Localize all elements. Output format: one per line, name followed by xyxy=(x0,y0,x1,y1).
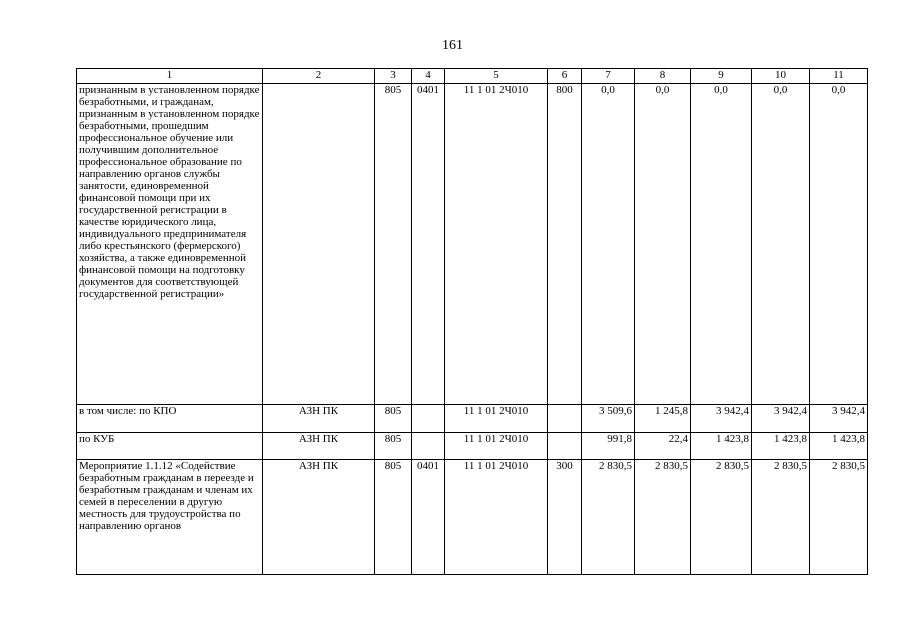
measure-name: признанным в установленном порядке безработными, и гражданам, признанным в установленном порядке безработными, прошедшим профессиональное обучение или получившим дополнительное профессиональное образование по направлению органов службы занятости, единовременной финансовой помощи при их государственной регистрации в качестве юридического лица, индивидуального предпринимателя либо крестьянского (фермерского) хозяйства, а также единовременной финансовой помощи на подготовку документов для соответствующей государственной регистрации» xyxy=(77,84,263,405)
amount-cell: 3 942,4 xyxy=(810,405,868,433)
amount-cell: 1 423,8 xyxy=(810,433,868,460)
section-cell xyxy=(412,405,445,433)
page-number: 161 xyxy=(442,38,463,53)
executor-cell: АЗН ПК xyxy=(263,433,375,460)
column-header: 1 xyxy=(77,69,263,84)
column-header: 11 xyxy=(810,69,868,84)
table-row xyxy=(77,84,868,405)
grbs-cell: 805 xyxy=(375,460,412,575)
column-header: 8 xyxy=(635,69,691,84)
amount-cell: 3 942,4 xyxy=(752,405,810,433)
amount-cell: 0,0 xyxy=(752,84,810,405)
budget-table xyxy=(76,68,868,575)
grbs-cell: 805 xyxy=(375,405,412,433)
measure-name: в том числе: по КПО xyxy=(77,405,263,433)
measure-name: по КУБ xyxy=(77,433,263,460)
amount-cell: 22,4 xyxy=(635,433,691,460)
target-article-cell: 11 1 01 2Ч010 xyxy=(445,433,548,460)
amount-cell: 2 830,5 xyxy=(810,460,868,575)
section-cell: 0401 xyxy=(412,84,445,405)
column-header: 3 xyxy=(375,69,412,84)
column-header: 9 xyxy=(691,69,752,84)
amount-cell: 0,0 xyxy=(582,84,635,405)
expense-type-cell: 800 xyxy=(548,84,582,405)
target-article-cell: 11 1 01 2Ч010 xyxy=(445,405,548,433)
column-header: 5 xyxy=(445,69,548,84)
executor-cell: АЗН ПК xyxy=(263,405,375,433)
column-header: 7 xyxy=(582,69,635,84)
amount-cell: 2 830,5 xyxy=(752,460,810,575)
amount-cell: 1 245,8 xyxy=(635,405,691,433)
target-article-cell: 11 1 01 2Ч010 xyxy=(445,460,548,575)
column-header: 6 xyxy=(548,69,582,84)
column-header: 4 xyxy=(412,69,445,84)
measure-name: Мероприятие 1.1.12 «Содействие безработным гражданам в переезде и безработным гражданам и членам их семей в переселении в другую местность для трудоустройства по направлению органов xyxy=(77,460,263,575)
section-cell xyxy=(412,433,445,460)
amount-cell: 0,0 xyxy=(635,84,691,405)
executor-cell xyxy=(263,84,375,405)
grbs-cell: 805 xyxy=(375,84,412,405)
amount-cell: 2 830,5 xyxy=(635,460,691,575)
expense-type-cell xyxy=(548,405,582,433)
amount-cell: 3 509,6 xyxy=(582,405,635,433)
table-row xyxy=(77,460,868,575)
column-header: 2 xyxy=(263,69,375,84)
table-row xyxy=(77,405,868,433)
column-header: 10 xyxy=(752,69,810,84)
amount-cell: 3 942,4 xyxy=(691,405,752,433)
amount-cell: 0,0 xyxy=(810,84,868,405)
expense-type-cell xyxy=(548,433,582,460)
amount-cell: 0,0 xyxy=(691,84,752,405)
amount-cell: 2 830,5 xyxy=(691,460,752,575)
amount-cell: 1 423,8 xyxy=(752,433,810,460)
executor-cell: АЗН ПК xyxy=(263,460,375,575)
amount-cell: 991,8 xyxy=(582,433,635,460)
target-article-cell: 11 1 01 2Ч010 xyxy=(445,84,548,405)
expense-type-cell: 300 xyxy=(548,460,582,575)
grbs-cell: 805 xyxy=(375,433,412,460)
header-row xyxy=(77,69,868,84)
table-row xyxy=(77,433,868,460)
section-cell: 0401 xyxy=(412,460,445,575)
amount-cell: 1 423,8 xyxy=(691,433,752,460)
amount-cell: 2 830,5 xyxy=(582,460,635,575)
